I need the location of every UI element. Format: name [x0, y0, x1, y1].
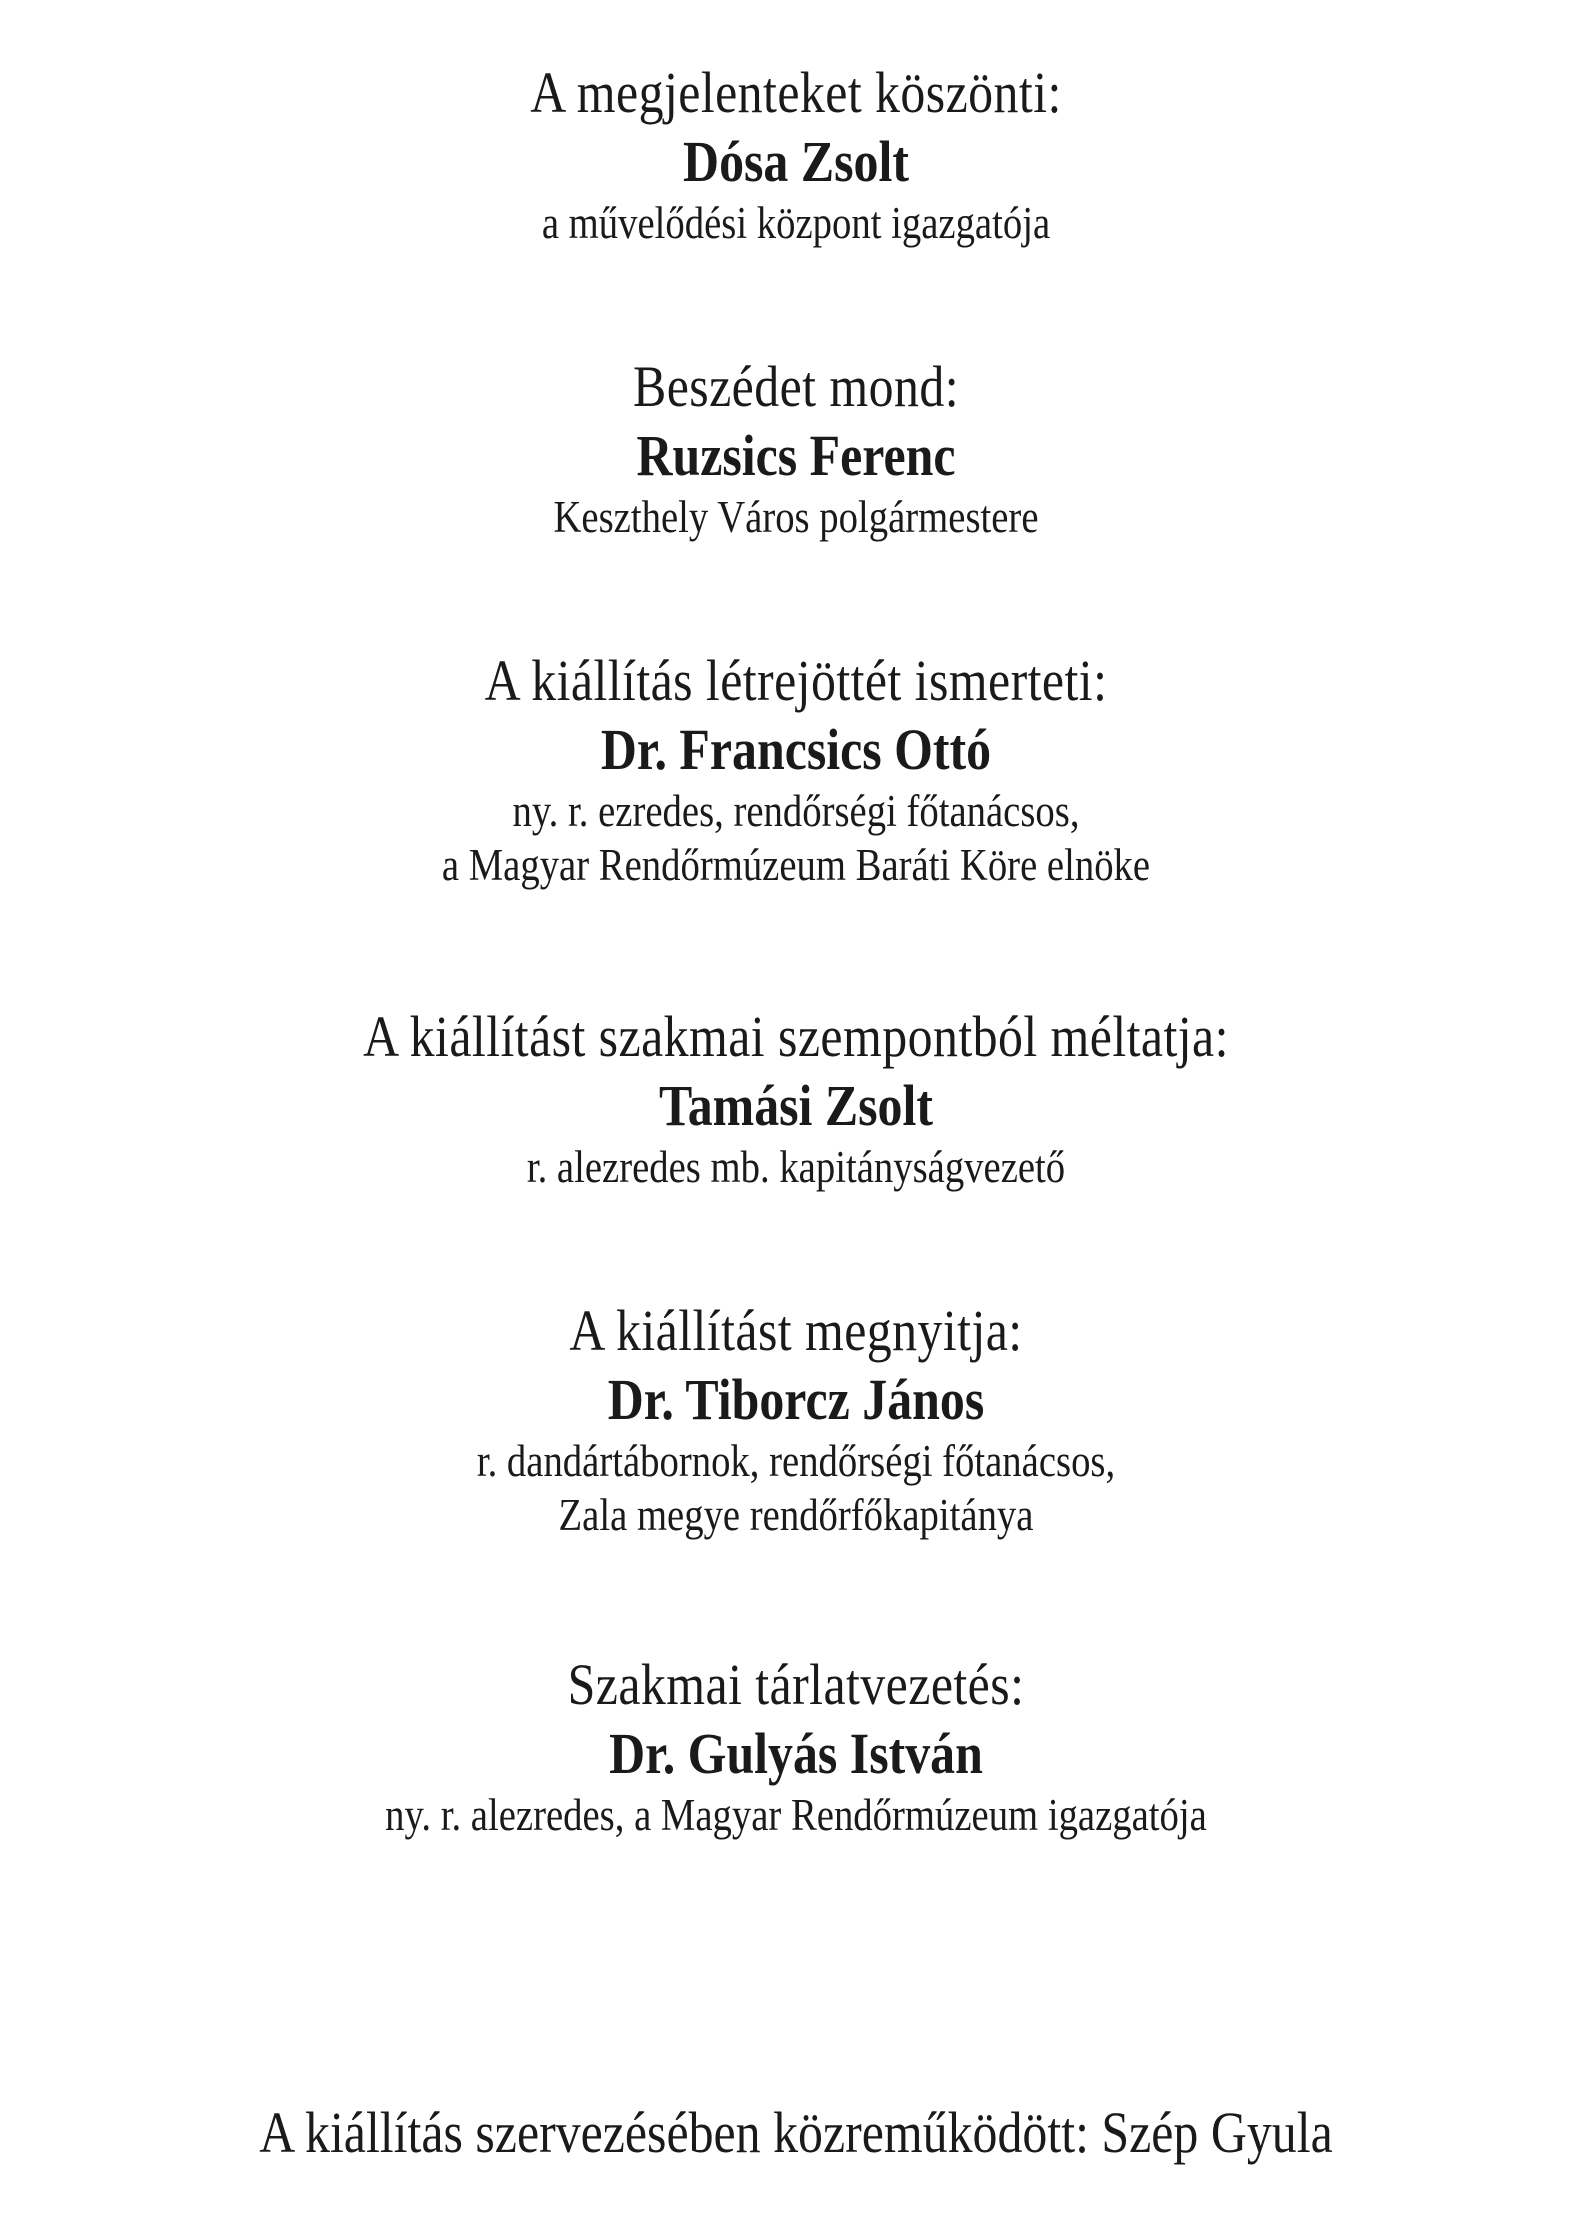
section-person-title: Zala megye rendőrfőkapitánya — [558, 1490, 1034, 1540]
program-section-guided-tour — [0, 1650, 1592, 1842]
section-person-title: ny. r. alezredes, a Magyar Rendőrmúzeum igazgatója — [385, 1790, 1207, 1840]
section-person-name: Dr. Gulyás István — [609, 1721, 983, 1786]
program-section-introduction — [0, 646, 1592, 892]
section-person-name: Dr. Francsics Ottó — [600, 717, 992, 782]
section-person-name: Dósa Zsolt — [683, 129, 909, 194]
section-person-title: ny. r. ezredes, rendőrségi főtanácsos, — [512, 786, 1080, 836]
section-role: Szakmai tárlatvezetés: — [567, 1652, 1025, 1717]
program-section-speech — [0, 352, 1592, 544]
section-person-name: Ruzsics Ferenc — [636, 423, 956, 488]
section-role: A megjelenteket köszönti: — [530, 60, 1062, 125]
organizer-credit: A kiállítás szervezésében közreműködött: Szép Gyula — [259, 2100, 1333, 2165]
section-person-title: r. dandártábornok, rendőrségi főtanácsos, — [476, 1436, 1116, 1486]
section-person-name: Tamási Zsolt — [659, 1073, 933, 1138]
program-section-welcome — [0, 58, 1592, 250]
section-role: A kiállítást szakmai szempontból méltatja: — [363, 1004, 1229, 1069]
section-role: Beszédet mond: — [632, 354, 959, 419]
section-person-title: r. alezredes mb. kapitányságvezető — [526, 1142, 1066, 1192]
section-person-title: a művelődési központ igazgatója — [541, 198, 1051, 248]
section-role: A kiállítást megnyitja: — [569, 1298, 1023, 1363]
section-role: A kiállítás létrejöttét ismerteti: — [484, 648, 1108, 713]
section-person-name: Dr. Tiborcz János — [607, 1367, 985, 1432]
section-person-title: a Magyar Rendőrmúzeum Baráti Köre elnöke — [441, 840, 1151, 890]
program-section-opening — [0, 1296, 1592, 1542]
program-section-appraisal — [0, 1002, 1592, 1194]
section-person-title: Keszthely Város polgármestere — [553, 492, 1039, 542]
